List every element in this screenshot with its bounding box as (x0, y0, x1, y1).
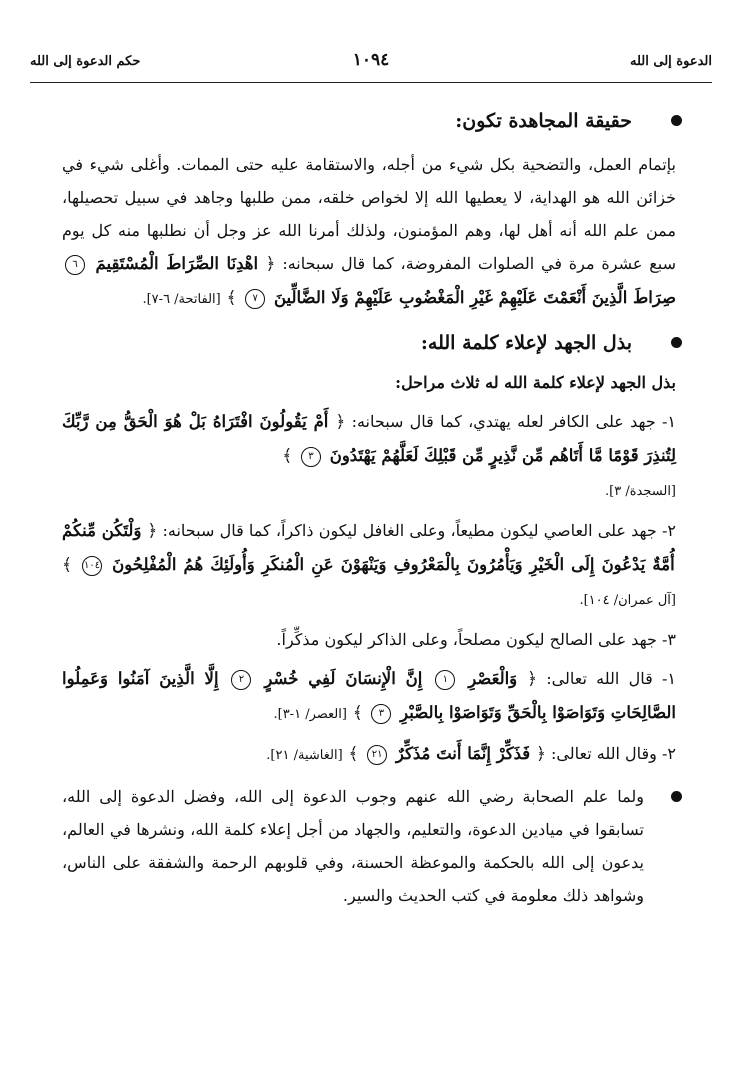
page-number: ١٠٩٤ (352, 50, 390, 70)
subheading-stages: بذل الجهد لإعلاء كلمة الله له ثلاث مراحل: (395, 373, 676, 392)
quran-verse: ﴿ اهْدِنَا الصِّرَاطَ الْمُسْتَقِيمَ ٦ صِرَاطَ الَّذِينَ أَنْعَمْتَ عَلَيْهِمْ غَيْرِ الْمَغْضُوبِ عَلَيْهِمْ وَلَا الضَّالِّينَ ٧ ﴾ (62, 254, 676, 307)
quran-verse: ﴿ وَلْتَكُن مِّنكُمْ أُمَّةٌ يَدْعُونَ إِلَى الْخَيْرِ وَيَأْمُرُونَ بِالْمَعْرُوفِ وَيَنْهَوْنَ عَنِ الْمُنكَرِ وَأُولَئِكَ هُمُ الْمُفْلِحُونَ ١٠٤ ﴾ (62, 521, 675, 575)
ayah-number: ٦ (65, 255, 85, 275)
ayah-number: ١٠٤ (82, 556, 102, 576)
bullet-icon (671, 337, 682, 348)
ayah-number: ٣ (371, 704, 391, 724)
ayah-number: ٢١ (367, 745, 387, 765)
stage-item-2: ٢- جهد على العاصي ليكون مطيعاً، وعلى الغافل ليكون ذاكراً، كما قال سبحانه: ﴿ وَلْتَكُن مِّنكُمْ أُمَّةٌ يَدْعُونَ إِلَى الْخَيْرِ وَيَأْمُرُونَ بِالْمَعْرُوفِ وَيَنْهَوْنَ عَنِ الْمُنكَرِ وَأُولَئِكَ هُمُ الْمُفْلِحُونَ ١٠٤ ﴾ [آل عمران/ ١٠٤]. (62, 521, 677, 608)
closing-paragraph: ولما علم الصحابة رضي الله عنهم وجوب الدعوة إلى الله، وفضل الدعوة إلى الله، تسابقوا في ميادين الدعوة، والتعليم، والجهاد من أجل إعلاء كلمة الله، ونشرها في العالم، يدعون إلى الله بالحكمة والموعظة الحسنة، وفي قلوبهم الرحمة والشفقة على الناس، وشواهد ذلك معلومة في كتب الحديث والسير. (62, 780, 676, 912)
ayah-number: ٣ (301, 447, 321, 467)
running-title-left: حكم الدعوة إلى الله (30, 54, 141, 69)
evidence-item-1: ١- قال الله تعالى: ﴿ وَالْعَصْرِ ١ إِنَّ الْإِنسَانَ لَفِي خُسْرٍ ٢ إِلَّا الَّذِينَ آمَنُوا وَعَمِلُوا الصَّالِحَاتِ وَتَوَاصَوْا بِالْحَقِّ وَتَوَاصَوْا بِالصَّبْرِ ٣ ﴾ [العصر/ ١-٣]. (62, 669, 676, 723)
paragraph-mujahada: بإتمام العمل، والتضحية بكل شيء من أجله، والاستقامة عليه حتى الممات. وأغلى شيء في خزائن الله هو الهداية، لا يعطيها الله إلا لخواص خلقه، ممن طلبها وجاهد في سبيل تحصيلها، ممن علم الله أنه أهل لها، وهم المؤمنون، ولذلك أمرنا الله عز وجل أن نطلبها منه كل يوم سبع عشرة مرة في الصلوات المفروضة، كما قال سبحانه: ﴿ اهْدِنَا الصِّرَاطَ الْمُسْتَقِيمَ ٦ صِرَاطَ الَّذِينَ أَنْعَمْتَ عَلَيْهِمْ غَيْرِ الْمَغْضُوبِ عَلَيْهِمْ وَلَا الضَّالِّينَ ٧ ﴾ [الفاتحة/ ٦-٧]. (62, 155, 676, 308)
evidence-item-2: ٢- وقال الله تعالى: ﴿ فَذَكِّرْ إِنَّمَا أَنتَ مُذَكِّرٌ ٢١ ﴾ [الغاشية/ ٢١]. (266, 744, 676, 764)
section-heading-juhd: بذل الجهد لإعلاء كلمة الله: (62, 322, 676, 364)
quran-verse: ﴿ فَذَكِّرْ إِنَّمَا أَنتَ مُذَكِّرٌ ٢١ ﴾ (348, 744, 546, 764)
verse-reference: [السجدة/ ٣]. (605, 484, 676, 499)
ayah-number: ٢ (231, 670, 251, 690)
quran-verse: ﴿ أَمْ يَقُولُونَ افْتَرَاهُ بَلْ هُوَ الْحَقُّ مِن رَّبِّكَ لِتُنذِرَ قَوْمًا مَّا أَتَاهُم مِّن نَّذِيرٍ مِّن قَبْلِكَ لَعَلَّهُمْ يَهْتَدُونَ ٣ ﴾ (62, 412, 676, 466)
ayah-number: ١ (435, 670, 455, 690)
bullet-icon (671, 791, 682, 802)
running-title-right: الدعوة إلى الله (630, 54, 712, 69)
section-heading-mujahada: حقيقة المجاهدة تكون: (62, 100, 676, 142)
verse-reference: [الغاشية/ ٢١]. (266, 748, 343, 763)
page-header (30, 50, 712, 80)
verse-reference: [الفاتحة/ ٦-٧]. (142, 292, 221, 307)
quran-verse: ﴿ وَالْعَصْرِ ١ إِنَّ الْإِنسَانَ لَفِي خُسْرٍ ٢ إِلَّا الَّذِينَ آمَنُوا وَعَمِلُوا الصَّالِحَاتِ وَتَوَاصَوْا بِالْحَقِّ وَتَوَاصَوْا بِالصَّبْرِ ٣ ﴾ (62, 669, 676, 723)
page-body (62, 100, 676, 1042)
bullet-icon (671, 115, 682, 126)
stage-item-1: ١- جهد على الكافر لعله يهتدي، كما قال سبحانه: ﴿ أَمْ يَقُولُونَ افْتَرَاهُ بَلْ هُوَ الْحَقُّ مِن رَّبِّكَ لِتُنذِرَ قَوْمًا مَّا أَتَاهُم مِّن نَّذِيرٍ مِّن قَبْلِكَ لَعَلَّهُمْ يَهْتَدُونَ ٣ ﴾ [السجدة/ ٣]. (62, 412, 676, 499)
header-rule (30, 82, 712, 83)
verse-reference: [آل عمران/ ١٠٤]. (579, 593, 676, 608)
ayah-number: ٧ (245, 289, 265, 309)
verse-reference: [العصر/ ١-٣]. (273, 707, 347, 722)
stage-item-3: ٣- جهد على الصالح ليكون مصلحاً، وعلى الذاكر ليكون مذكِّراً. (276, 630, 676, 649)
